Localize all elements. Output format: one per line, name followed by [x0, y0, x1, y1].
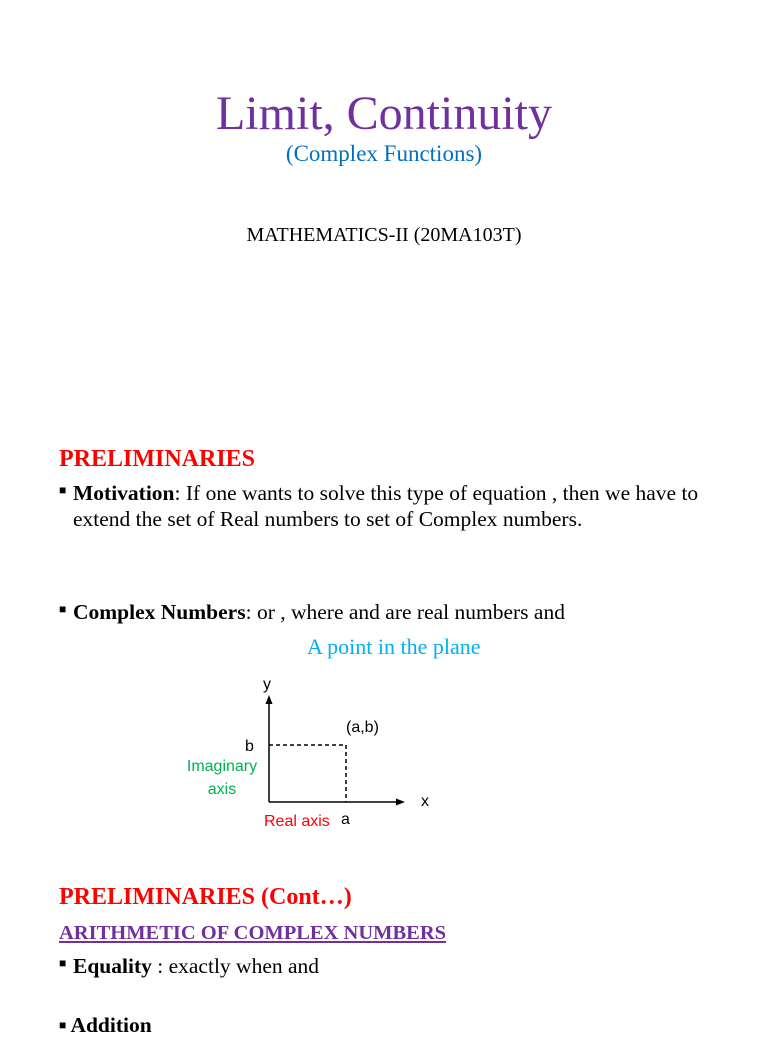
imaginary-axis-label-line1: Imaginary	[186, 758, 258, 775]
square-bullet-icon: ■	[59, 483, 67, 497]
imaginary-axis-label-line2: axis	[207, 781, 237, 798]
complex-numbers-text: : or , where and are real numbers and	[245, 600, 565, 624]
x-axis-arrowhead	[396, 799, 405, 806]
addition-bullet-partial	[59, 1012, 152, 1038]
y-axis-arrowhead	[266, 695, 273, 704]
complex-numbers-label: Complex Numbers	[73, 600, 246, 624]
square-bullet-icon: ■	[59, 956, 67, 970]
motivation-label: Motivation	[73, 481, 175, 505]
square-bullet-icon: ■	[59, 602, 67, 616]
a-label: a	[341, 811, 350, 828]
preliminaries-cont-heading: PRELIMINARIES (Cont…)	[59, 884, 352, 910]
course-code: MATHEMATICS-II (20MA103T)	[246, 224, 522, 246]
slide-subtitle: (Complex Functions)	[285, 141, 483, 166]
y-axis-label: y	[263, 676, 271, 693]
equality-bullet	[59, 953, 709, 979]
motivation-text: : If one wants to solve this type of equation , then we have to extend the set of Real numbers to set of Complex numbers.	[73, 481, 699, 531]
x-axis-label: x	[421, 793, 429, 810]
preliminaries-heading: PRELIMINARIES	[59, 446, 256, 472]
real-axis-label: Real axis	[264, 813, 330, 830]
equality-label: Equality	[73, 954, 152, 978]
point-label: (a,b)	[346, 719, 379, 736]
b-label: b	[245, 738, 254, 755]
addition-label: Addition	[70, 1013, 152, 1037]
slide-title: Limit, Continuity	[215, 87, 553, 140]
square-bullet-icon: ■	[59, 1018, 67, 1032]
equality-text: : exactly when and	[151, 954, 320, 978]
imaginary-axis-label	[176, 757, 268, 800]
plane-caption: A point in the plane	[307, 634, 481, 659]
arithmetic-heading: ARITHMETIC OF COMPLEX NUMBERS	[59, 922, 447, 944]
